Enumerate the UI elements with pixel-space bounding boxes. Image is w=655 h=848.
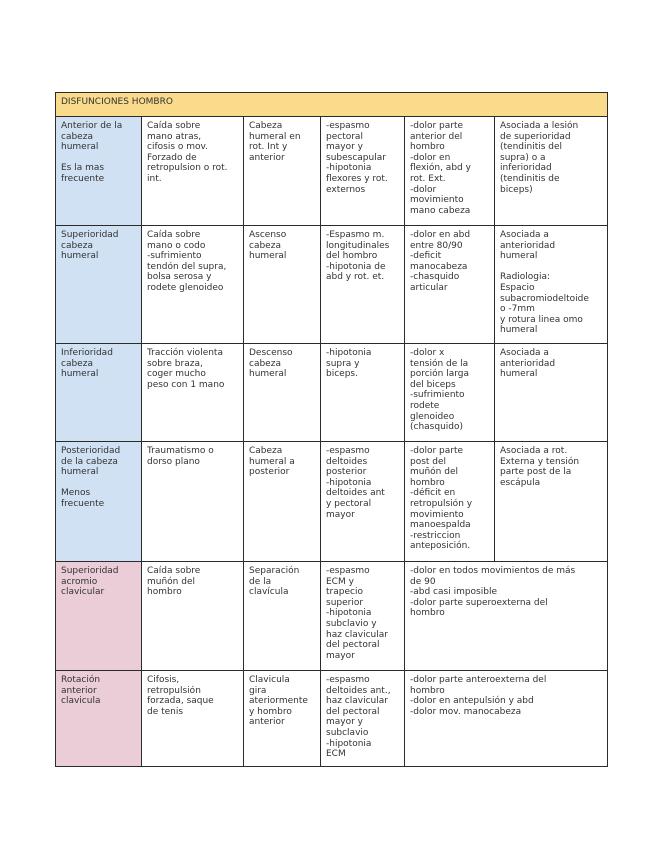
disfunciones-hombro-table xyxy=(55,92,608,767)
displacement-cell: Separación de la clavícula xyxy=(244,562,321,671)
row-header: Inferioridad cabeza humeral xyxy=(56,344,142,442)
table-row xyxy=(56,226,608,344)
cause-cell: Tracción violenta sobre braza, coger mucho peso con 1 mano xyxy=(142,344,244,442)
row-header: Posterioridad de la cabeza humeral Menos frecuente xyxy=(56,442,142,562)
cause-cell: Caída sobre muñón del hombro xyxy=(142,562,244,671)
displacement-cell: Ascenso cabeza humeral xyxy=(244,226,321,344)
table-row xyxy=(56,344,608,442)
table-row xyxy=(56,671,608,767)
notes-cell: Asociada a anterioridad humeral Radiologia: Espacio subacromiodeltoide o -7mm y rotura linea omo humeral xyxy=(495,226,608,344)
displacement-cell: Cabeza humeral en rot. Int y anterior xyxy=(244,117,321,226)
pain-wide-cell: -dolor en todos movimientos de más de 90 -abd casi imposible -dolor parte superoexterna del hombro xyxy=(405,562,608,671)
muscles-cell: -espasmo ECM y trapecio superior -hipotonia subclavio y haz clavicular del pectoral mayor xyxy=(321,562,405,671)
muscles-cell: -espasmo deltoides ant., haz clavicular del pectoral mayor y subclavio -hipotonia ECM xyxy=(321,671,405,767)
row-header: Anterior de la cabeza humeral Es la mas frecuente xyxy=(56,117,142,226)
cause-cell: Caída sobre mano o codo -sufrimiento tendón del supra, bolsa serosa y rodete glenoideo xyxy=(142,226,244,344)
notes-cell: Asociada a rot. Externa y tensión parte post de la escápula xyxy=(495,442,608,562)
pain-cell: -dolor en abd entre 80/90 -deficit manocabeza -chasquido articular xyxy=(405,226,495,344)
row-header: Superioridad cabeza humeral xyxy=(56,226,142,344)
pain-cell: -dolor x tensión de la porción larga del biceps -sufrimiento rodete glenoideo (chasquido) xyxy=(405,344,495,442)
pain-cell: -dolor parte post del muñón del hombro -déficit en retropulsión y movimiento manoespalda -restriccion anteposición. xyxy=(405,442,495,562)
cause-cell: Caída sobre mano atras, cifosis o mov. Forzado de retropulsion o rot. int. xyxy=(142,117,244,226)
cause-cell: Traumatismo o dorso plano xyxy=(142,442,244,562)
muscles-cell: -Espasmo m. longitudinales del hombro -hipotonia de abd y rot. et. xyxy=(321,226,405,344)
displacement-cell: Cabeza humeral a posterior xyxy=(244,442,321,562)
row-header: Rotación anterior clavicula xyxy=(56,671,142,767)
muscles-cell: -hipotonia supra y biceps. xyxy=(321,344,405,442)
muscles-cell: -espasmo pectoral mayor y subescapular -hipotonia flexores y rot. externos xyxy=(321,117,405,226)
table-row xyxy=(56,442,608,562)
displacement-cell: Clavicula gira ateriormente y hombro anterior xyxy=(244,671,321,767)
notes-cell: Asociada a lesión de superioridad (tendinitis del supra) o a inferioridad (tendinitis de biceps) xyxy=(495,117,608,226)
pain-cell: -dolor parte anterior del hombro -dolor en flexión, abd y rot. Ext. -dolor movimiento mano cabeza xyxy=(405,117,495,226)
table-row xyxy=(56,562,608,671)
table-title: DISFUNCIONES HOMBRO xyxy=(56,93,608,117)
cause-cell: Cifosis, retropulsión forzada, saque de tenis xyxy=(142,671,244,767)
notes-cell: Asociada a anterioridad humeral xyxy=(495,344,608,442)
title-row xyxy=(56,93,608,117)
pain-wide-cell: -dolor parte anteroexterna del hombro -dolor en antepulsión y abd -dolor mov. manocabeza xyxy=(405,671,608,767)
muscles-cell: -espasmo deltoides posterior -hipotonia deltoides ant y pectoral mayor xyxy=(321,442,405,562)
table-row xyxy=(56,117,608,226)
row-header: Superioridad acromio clavicular xyxy=(56,562,142,671)
displacement-cell: Descenso cabeza humeral xyxy=(244,344,321,442)
